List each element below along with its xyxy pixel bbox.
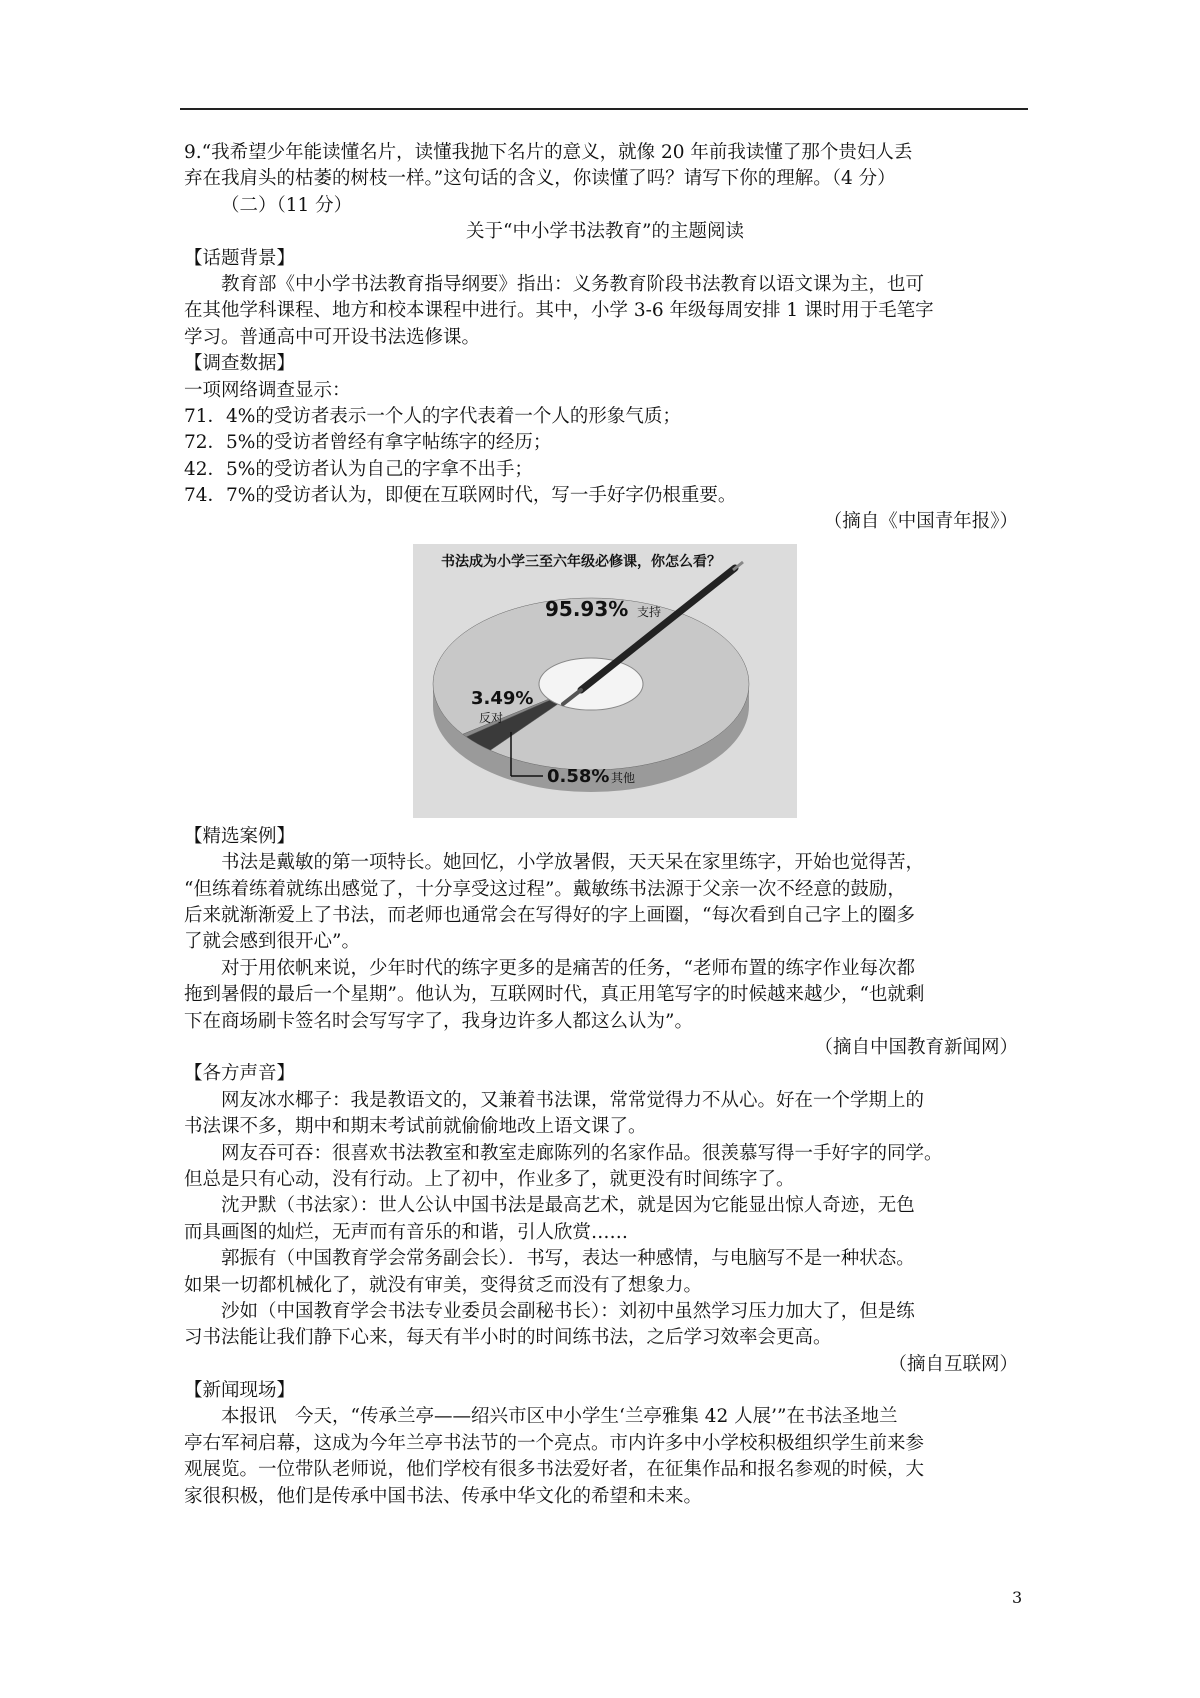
theme-title: 关于“中小学书法教育”的主题阅读 <box>466 221 744 243</box>
background-line: 教育部《中小学书法教育指导纲要》指出：义务教育阶段书法教育以语文课为主，也可 <box>221 273 925 295</box>
voices-source: （摘自互联网） <box>888 1353 1018 1375</box>
voices-line: 沙如（中国教育学会书法专业委员会副秘书长）：刘初中虽然学习压力加大了，但是练 <box>221 1300 915 1322</box>
voices-line: 沈尹默（书法家）：世人公认中国书法是最高艺术，就是因为它能显出惊人奇迹，无色 <box>221 1195 915 1217</box>
survey-intro: 一项网络调查显示： <box>184 379 351 401</box>
survey-item: 42．5%的受访者认为自己的字拿不出手； <box>184 458 533 480</box>
voices-line: 而具画图的灿烂，无声而有音乐的和谐，引人欣赏…… <box>184 1221 629 1243</box>
cases-line: 下在商场刷卡签名时会写写字了，我身边许多人都这么认为”。 <box>184 1010 693 1032</box>
news-line: 观展览。一位带队老师说，他们学校有很多书法爱好者，在征集作品和报名参观的时候，大 <box>184 1459 925 1481</box>
survey-item: 72．5%的受访者曾经有拿字帖练字的经历； <box>184 432 552 454</box>
chart-svg <box>413 544 797 818</box>
background-line: 学习。普通高中可开设书法选修课。 <box>184 326 481 348</box>
background-heading: 【话题背景】 <box>184 247 296 269</box>
voices-line: 书法课不多，期中和期末考试前就偷偷地改上语文课了。 <box>184 1116 647 1138</box>
other-label: 其他 <box>611 770 636 785</box>
cases-heading: 【精选案例】 <box>184 825 296 847</box>
document-body <box>184 140 1026 1510</box>
news-heading: 【新闻现场】 <box>184 1380 296 1402</box>
support-label: 支持 <box>637 604 662 619</box>
news-line: 家很积极，他们是传承中国书法、传承中华文化的希望和未来。 <box>184 1485 703 1507</box>
news-line: 亭右军祠启幕，这成为今年兰亭书法节的一个亮点。市内许多中小学校积极组织学生前来参 <box>184 1432 925 1454</box>
survey-source: （摘自《中国青年报》） <box>823 511 1018 533</box>
cases-line: 拖到暑假的最后一个星期”。他认为，互联网时代，真正用笔写字的时候越来越少，“也就剩 <box>184 984 925 1006</box>
voices-heading: 【各方声音】 <box>184 1063 296 1085</box>
survey-item: 74．7%的受访者认为，即便在互联网时代，写一手好字仍根重要。 <box>184 485 737 507</box>
cases-line: 了就会感到很开心”。 <box>184 931 360 953</box>
cases-line: 书法是戴敏的第一项特长。她回忆，小学放暑假，天天呆在家里练字，开始也觉得苦， <box>221 852 925 874</box>
header-rule <box>180 108 1028 110</box>
cases-line: “但练着练着就练出感觉了，十分享受这过程”。戴敏练书法源于父亲一次不经意的鼓励， <box>184 878 906 900</box>
survey-item: 71．4%的受访者表示一个人的字代表着一个人的形象气质； <box>184 405 681 427</box>
voices-line: 网友冰水椰子：我是教语文的，又兼着书法课，常常觉得力不从心。好在一个学期上的 <box>221 1089 925 1111</box>
oppose-value-label: 3.49% <box>471 687 534 709</box>
voices-line: 如果一切都机械化了，就没有审美，变得贫乏而没有了想象力。 <box>184 1274 703 1296</box>
section-2-label: （二）（11 分） <box>221 194 353 216</box>
voices-line: 习书法能让我们静下心来，每天有半小时的时间练书法，之后学习效率会更高。 <box>184 1327 832 1349</box>
cases-line: 对于用依帆来说，少年时代的练字更多的是痛苦的任务，“老师布置的练字作业每次都 <box>221 957 915 979</box>
voices-line: 网友吞可吞：很喜欢书法教室和教室走廊陈列的名家作品。很羡慕写得一手好字的同学。 <box>221 1142 943 1164</box>
question-9-line-1: 9.“我希望少年能读懂名片，读懂我抛下名片的意义，就像 20 年前我读懂了那个贵妇人丢 <box>184 142 913 163</box>
cases-source: （摘自中国教育新闻网） <box>814 1036 1018 1058</box>
page-number: 3 <box>1012 1588 1023 1607</box>
other-value-label: 0.58% <box>547 765 610 787</box>
survey-donut-chart <box>413 544 797 818</box>
chart-title: 书法成为小学三至六年级必修课，你怎么看？ <box>441 553 721 570</box>
voices-line: 但总是只有心动，没有行动。上了初中，作业多了，就更没有时间练字了。 <box>184 1168 795 1190</box>
voices-line: 郭振有（中国教育学会常务副会长）．书写，表达一种感情，与电脑写不是一种状态。 <box>221 1248 915 1270</box>
support-value-label: 95.93% <box>545 596 629 621</box>
cases-line: 后来就渐渐爱上了书法，而老师也通常会在写得好的字上画圈，“每次看到自己字上的圈多 <box>184 905 915 927</box>
background-line: 在其他学科课程、地方和校本课程中进行。其中，小学 3-6 年级每周安排 1 课时用于毛笔字 <box>184 300 934 322</box>
news-line: 本报讯 今天，“传承兰亭——绍兴市区中小学生‘兰亭雅集 42 人展’”在书法圣地兰 <box>221 1406 898 1428</box>
question-9-line-2: 弃在我肩头的枯萎的树枝一样。”这句话的含义，你读懂了吗？请写下你的理解。（4 分） <box>184 168 896 190</box>
survey-heading: 【调查数据】 <box>184 353 296 375</box>
oppose-label: 反对 <box>479 710 504 725</box>
